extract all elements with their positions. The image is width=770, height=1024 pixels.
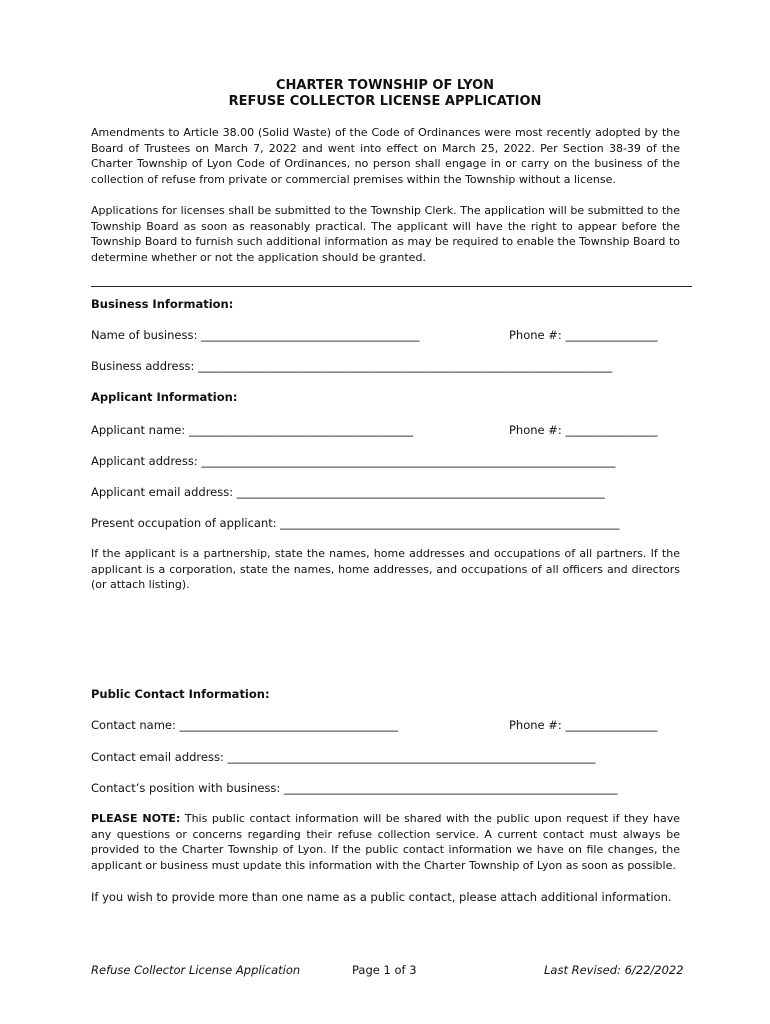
business-info-heading: Business Information: [91, 297, 234, 311]
page-title: CHARTER TOWNSHIP OF LYON [275, 78, 495, 93]
footer-page-number: Page 1 of 3 [352, 963, 417, 977]
additional-contact-note: If you wish to provide more than one name as a public contact, please attach additional information. [91, 890, 672, 904]
please-note-text: This public contact information will be shared with the public upon request if they have any questions or concerns regarding their refuse collection service. A current contact must always be provided to the Charter Township of Lyon. If the public contact information we have on file changes, the applicant or business must update this information with the Charter Township of Lyon as soon as possible. [91, 812, 681, 872]
public-contact-heading: Public Contact Information: [91, 687, 270, 701]
contact-email-field[interactable]: Contact email address: ________________________________________________________________ [91, 750, 596, 764]
section-divider [91, 286, 692, 287]
applicant-email-field[interactable]: Applicant email address: ________________________________________________________________ [91, 485, 605, 499]
applicant-info-heading: Applicant Information: [91, 390, 238, 404]
contact-phone-field[interactable]: Phone #: ________________ [509, 718, 658, 732]
contact-name-field[interactable]: Contact name: ______________________________________ [91, 718, 399, 732]
please-note-paragraph [91, 811, 680, 873]
page-subtitle: REFUSE COLLECTOR LICENSE APPLICATION [228, 94, 542, 109]
applicant-phone-field[interactable]: Phone #: ________________ [509, 423, 658, 437]
intro-paragraph-1: Amendments to Article 38.00 (Solid Waste) of the Code of Ordinances were most recently adopted by the Board of Trustees on March 7, 2022 and went into effect on March 25, 2022. Per Section 38-39 of the Charter Township of Lyon Code of Ordinances, no person shall engage in or carry on the business of the collection of refuse from private or commercial premises within the Township without a license. [91, 126, 680, 186]
business-name-field[interactable]: Name of business: ______________________________________ [91, 328, 420, 342]
business-phone-field[interactable]: Phone #: ________________ [509, 328, 658, 342]
partners-instructions: If the applicant is a partnership, state the names, home addresses and occupations of all partners. If the applicant is a corporation, state the names, home addresses, and occupations of all officers and directors (or attach listing). [91, 547, 680, 591]
footer-revision-date: Last Revised: 6/22/2022 [544, 963, 684, 977]
business-address-field[interactable]: Business address: ________________________________________________________________________ [91, 359, 613, 373]
applicant-occupation-field[interactable]: Present occupation of applicant: ___________________________________________________________ [91, 516, 620, 530]
applicant-name-field[interactable]: Applicant name: _______________________________________ [91, 423, 414, 437]
please-note-label: PLEASE NOTE: [91, 812, 181, 825]
applicant-address-field[interactable]: Applicant address: ________________________________________________________________________ [91, 454, 616, 468]
footer-form-name: Refuse Collector License Application [91, 963, 301, 977]
contact-position-field[interactable]: Contact’s position with business: __________________________________________________________ [91, 781, 618, 795]
intro-paragraph-2: Applications for licenses shall be submitted to the Township Clerk. The application will be submitted to the Township Board as soon as reasonably practical. The applicant will have the right to appear before the Township Board to furnish such additional information as may be required to enable the Township Board to determine whether or not the application should be granted. [91, 204, 680, 264]
